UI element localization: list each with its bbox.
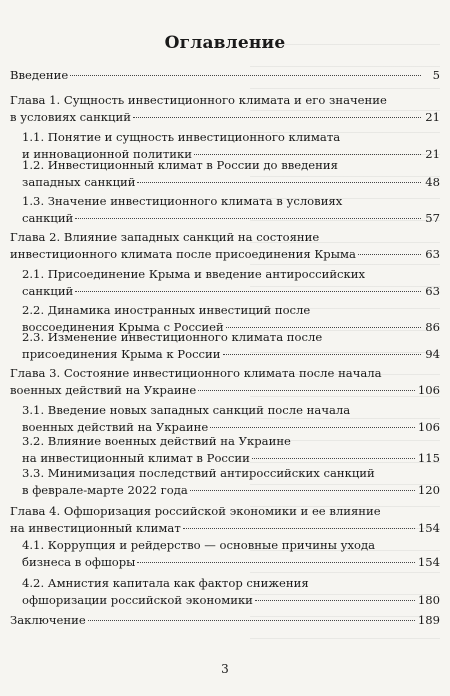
toc-entry-title: 2.2. Динамика иностранных инвестиций после xyxy=(22,303,311,317)
toc-page-number: 21 xyxy=(425,109,440,124)
toc-page-number: 106 xyxy=(417,382,440,397)
toc-entry-section-2-1[interactable] xyxy=(22,266,440,299)
toc-entry-title-cont: на инвестиционный климат xyxy=(10,520,181,535)
toc-entry-title: 2.1. Присоединение Крыма и введение антироссийских xyxy=(22,267,366,281)
toc-entry-section-2-3[interactable] xyxy=(22,329,440,362)
leader-dots xyxy=(137,562,414,563)
toc-page-number: 57 xyxy=(425,210,440,225)
toc-entry-title: Введение xyxy=(10,68,69,82)
toc-page-number: 189 xyxy=(417,613,440,627)
toc-entry-section-1-2[interactable] xyxy=(22,157,440,190)
leader-dots xyxy=(133,117,421,118)
toc-entry-section-1-3[interactable] xyxy=(22,193,440,226)
leader-dots xyxy=(223,354,421,355)
toc-page-number: 154 xyxy=(417,554,440,569)
toc-entry-intro[interactable] xyxy=(10,67,440,84)
toc-entry-title: 1.2. Инвестиционный климат в России до введения xyxy=(22,158,338,172)
leader-dots xyxy=(70,75,421,76)
leader-dots xyxy=(210,427,415,428)
leader-dots xyxy=(252,458,415,459)
toc-entry-title-cont: на инвестиционный климат в России xyxy=(22,450,250,465)
page-title: Оглавление xyxy=(164,33,286,53)
toc-page-number: 48 xyxy=(425,174,440,189)
toc-page-number: 154 xyxy=(417,520,440,535)
toc-entry-title-cont: инвестиционного климата после присоединения Крыма xyxy=(10,246,356,261)
toc-entry-title: Заключение xyxy=(10,613,86,627)
toc-entry-section-4-1[interactable] xyxy=(22,537,440,570)
toc-entry-conclusion[interactable] xyxy=(10,612,440,629)
toc-page-number: 106 xyxy=(417,419,440,434)
leader-dots xyxy=(255,600,415,601)
toc-entry-section-3-1[interactable] xyxy=(22,402,440,435)
toc-entry-title: Глава 4. Офшоризация российской экономики и ее влияние xyxy=(10,504,381,518)
toc-page-number: 5 xyxy=(432,68,440,82)
toc-entry-section-3-3[interactable] xyxy=(22,465,440,498)
toc-entry-title-cont: военных действий на Украине xyxy=(22,419,209,434)
leader-dots xyxy=(226,327,421,328)
toc-entry-title: 1.1. Понятие и сущность инвестиционного климата xyxy=(22,130,341,144)
toc-entry-title-cont: санкций xyxy=(22,283,74,298)
toc-entry-title: 4.1. Коррупция и рейдерство — основные причины ухода xyxy=(22,538,376,552)
toc-entry-chapter-2[interactable] xyxy=(10,229,440,262)
toc-entry-section-3-2[interactable] xyxy=(22,433,440,466)
toc-entry-chapter-1[interactable] xyxy=(10,92,440,125)
toc-entry-title: Глава 1. Сущность инвестиционного климата и его значение xyxy=(10,93,387,107)
toc-page-number: 21 xyxy=(425,146,440,161)
leader-dots xyxy=(198,390,415,391)
toc-entry-title-cont: военных действий на Украине xyxy=(10,382,197,397)
leader-dots xyxy=(75,218,421,219)
toc-entry-title: Глава 3. Состояние инвестиционного климата после начала xyxy=(10,366,382,380)
toc-entry-title: 4.2. Амнистия капитала как фактор снижения xyxy=(22,576,309,590)
toc-entry-title-cont: присоединения Крыма к России xyxy=(22,346,221,361)
toc-entry-chapter-4[interactable] xyxy=(10,503,440,536)
toc-entry-title-cont: западных санкций xyxy=(22,174,136,189)
toc-page-number: 63 xyxy=(425,246,440,261)
toc-page-number: 120 xyxy=(417,482,440,497)
toc-entry-title-cont: санкций xyxy=(22,210,74,225)
toc-entry-title-cont: в условиях санкций xyxy=(10,109,131,124)
toc-entry-section-4-2[interactable] xyxy=(22,575,440,608)
leader-dots xyxy=(358,254,421,255)
toc-entry-title: 3.1. Введение новых западных санкций после начала xyxy=(22,403,351,417)
toc-entry-title-cont: и инновационной политики xyxy=(22,146,192,161)
toc-entry-chapter-3[interactable] xyxy=(10,365,440,398)
toc-entry-title: 3.2. Влияние военных действий на Украине xyxy=(22,434,291,448)
toc-entry-title-cont: воссоединения Крыма с Россией xyxy=(22,319,224,334)
leader-dots xyxy=(88,620,415,621)
toc-page-number: 63 xyxy=(425,283,440,298)
toc-page-number: 94 xyxy=(425,346,440,361)
page-number: 3 xyxy=(221,662,229,676)
leader-dots xyxy=(194,154,421,155)
toc-page-number: 180 xyxy=(417,592,440,607)
toc-entry-title: 3.3. Минимизация последствий антироссийских санкций xyxy=(22,466,375,480)
toc-entry-title-cont: бизнеса в офшоры xyxy=(22,554,136,569)
leader-dots xyxy=(190,490,415,491)
leader-dots xyxy=(75,291,421,292)
toc-page-number: 86 xyxy=(425,319,440,334)
toc-entry-title: 1.3. Значение инвестиционного климата в условиях xyxy=(22,194,343,208)
leader-dots xyxy=(137,182,421,183)
toc-entry-title-cont: в феврале-марте 2022 года xyxy=(22,482,188,497)
toc-entry-title-cont: офшоризации российской экономики xyxy=(22,592,253,607)
leader-dots xyxy=(183,528,415,529)
toc-entry-title: 2.3. Изменение инвестиционного климата после xyxy=(22,330,323,344)
toc-entry-title: Глава 2. Влияние западных санкций на состояние xyxy=(10,230,320,244)
toc-page-number: 115 xyxy=(417,450,440,465)
